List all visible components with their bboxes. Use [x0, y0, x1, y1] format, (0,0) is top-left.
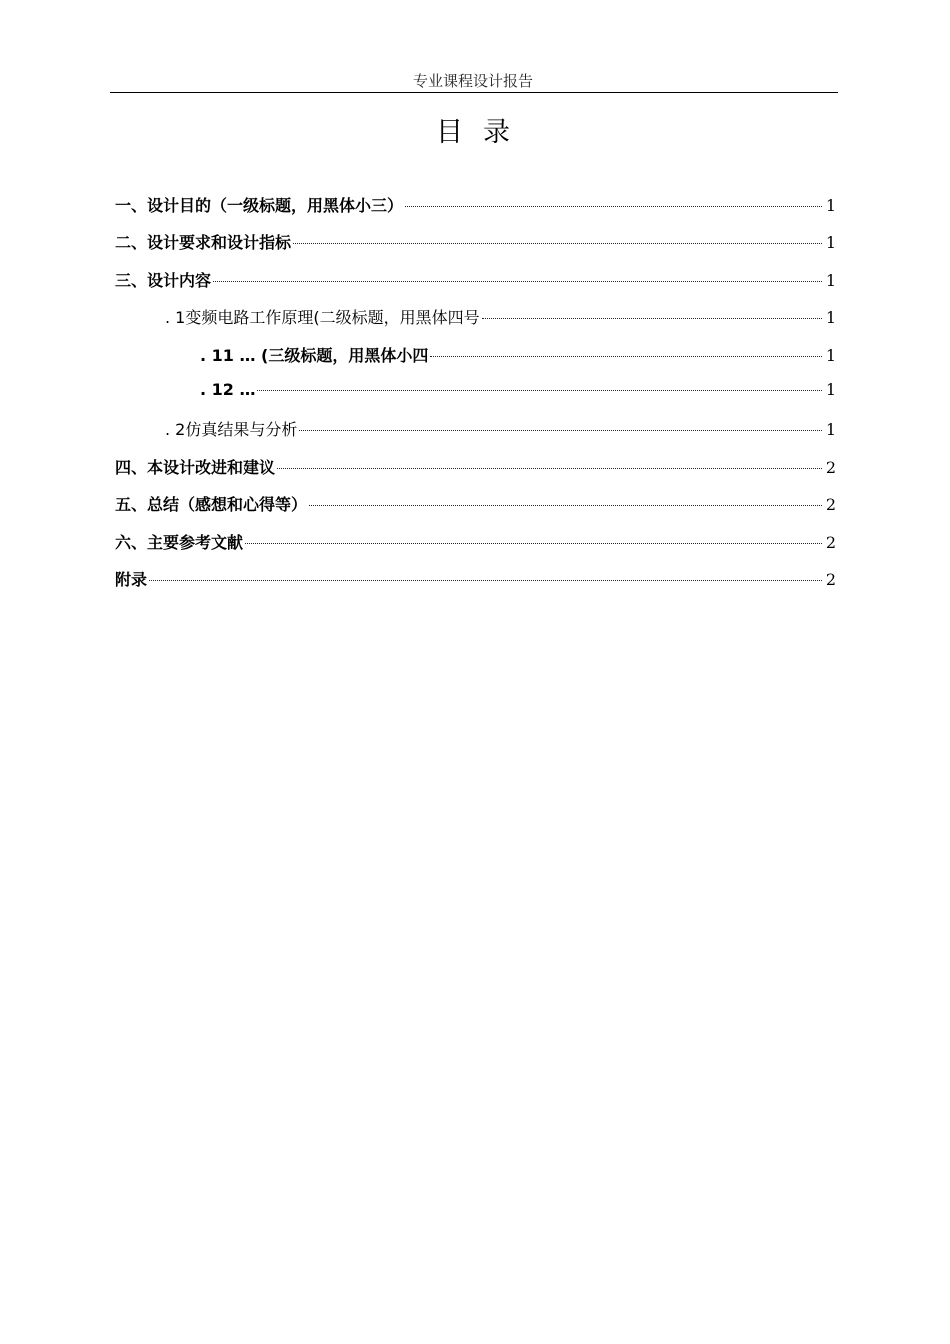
toc-page-number: 1	[825, 345, 836, 365]
toc-entry[interactable]	[115, 268, 836, 305]
toc-entry-text: 四、本设计改进和建议	[115, 457, 276, 477]
toc-entry[interactable]	[115, 567, 836, 604]
toc-page-number: 2	[825, 457, 836, 477]
toc-entry[interactable]	[115, 193, 836, 230]
toc-entry-text: 附录	[115, 569, 148, 589]
toc-dot-leader	[245, 543, 822, 544]
toc-page-number: 1	[825, 379, 836, 399]
toc-entry-text: . 1变频电路工作原理(二级标题，用黑体四号	[165, 308, 480, 328]
toc-entry-text: 六、主要参考文献	[115, 532, 244, 552]
toc-dot-leader	[309, 505, 822, 506]
toc-entry[interactable]	[115, 305, 836, 342]
toc-page-number: 1	[825, 270, 836, 290]
toc-entry-text: . 2仿真结果与分析	[165, 420, 298, 440]
toc-page-number: 2	[825, 532, 836, 552]
toc-entry[interactable]	[115, 455, 836, 492]
toc-dot-leader	[149, 580, 822, 581]
toc-dot-leader	[405, 206, 822, 207]
toc-entry-text: 五、总结（感想和心得等）	[115, 495, 308, 515]
toc-list	[115, 193, 836, 604]
toc-entry[interactable]	[115, 530, 836, 567]
toc-page-number: 1	[825, 420, 836, 440]
toc-entry[interactable]	[115, 343, 836, 380]
toc-entry-text: 二、设计要求和设计指标	[115, 233, 292, 253]
toc-page-number: 1	[825, 308, 836, 328]
toc-entry-text: . 12 …	[200, 379, 256, 399]
toc-dot-leader	[482, 318, 822, 319]
toc-entry-text: 三、设计内容	[115, 270, 212, 290]
toc-dot-leader	[213, 281, 822, 282]
toc-page-number: 1	[825, 233, 836, 253]
toc-entry-text: . 11 … (三级标题，用黑体小四	[200, 345, 429, 365]
toc-dot-leader	[277, 468, 822, 469]
toc-title: 目录	[436, 117, 530, 148]
toc-dot-leader	[299, 430, 821, 431]
toc-entry-text: 一、设计目的（一级标题，用黑体小三）	[115, 196, 404, 215]
toc-entry[interactable]	[115, 492, 836, 529]
toc-page-number: 2	[825, 569, 836, 589]
toc-dot-leader	[293, 243, 822, 244]
toc-entry[interactable]	[115, 230, 836, 267]
running-header: 专业课程设计报告	[412, 72, 533, 90]
toc-dot-leader	[257, 390, 821, 391]
header-rule	[110, 92, 838, 93]
toc-page-number: 1	[825, 196, 836, 215]
toc-dot-leader	[430, 356, 821, 357]
toc-entry[interactable]	[115, 417, 836, 454]
toc-entry[interactable]	[115, 380, 836, 417]
toc-page-number: 2	[825, 495, 836, 515]
